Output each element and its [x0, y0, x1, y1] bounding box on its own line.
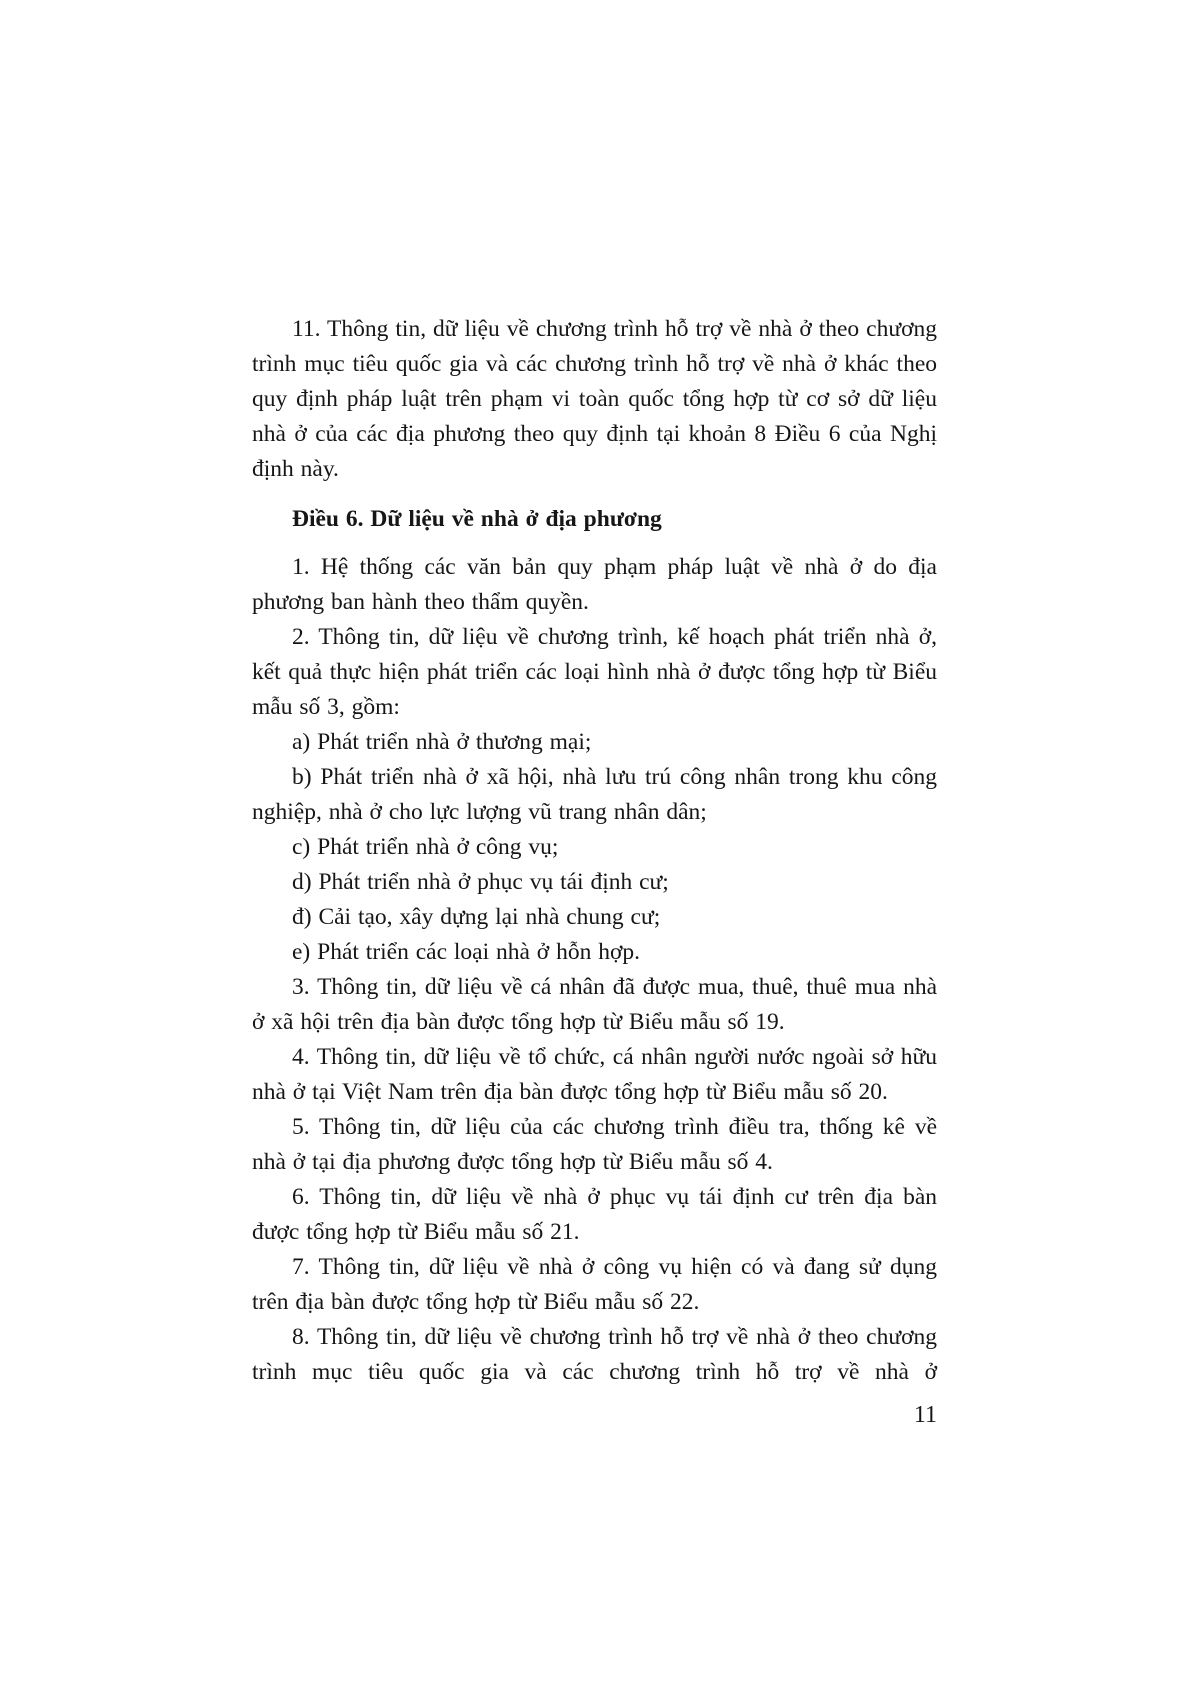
text-block — [252, 312, 937, 1390]
clause-1-paragraph: 1. Hệ thống các văn bản quy phạm pháp luật về nhà ở do địa phương ban hành theo thẩm quyền. — [252, 554, 937, 615]
point-c-paragraph: c) Phát triển nhà ở công vụ; — [292, 834, 559, 860]
clause-3-paragraph: 3. Thông tin, dữ liệu về cá nhân đã được mua, thuê, thuê mua nhà ở xã hội trên địa bàn được tổng hợp từ Biểu mẫu số 19. — [252, 974, 937, 1035]
clause-4-paragraph: 4. Thông tin, dữ liệu về tổ chức, cá nhân người nước ngoài sở hữu nhà ở tại Việt Nam trên địa bàn được tổng hợp từ Biểu mẫu số 20. — [252, 1044, 937, 1105]
article-6-heading: Điều 6. Dữ liệu về nhà ở địa phương — [292, 506, 662, 532]
page-number: 11 — [913, 1402, 937, 1428]
point-b-paragraph: b) Phát triển nhà ở xã hội, nhà lưu trú công nhân trong khu công nghiệp, nhà ở cho lực lượng vũ trang nhân dân; — [252, 764, 937, 825]
point-dd-paragraph: đ) Cải tạo, xây dựng lại nhà chung cư; — [292, 904, 661, 930]
clause-6-paragraph: 6. Thông tin, dữ liệu về nhà ở phục vụ tái định cư trên địa bàn được tổng hợp từ Biểu mẫu số 21. — [252, 1184, 937, 1245]
point-e-paragraph: e) Phát triển các loại nhà ở hỗn hợp. — [292, 939, 641, 965]
clause-2-paragraph: 2. Thông tin, dữ liệu về chương trình, kế hoạch phát triển nhà ở, kết quả thực hiện phát triển các loại hình nhà ở được tổng hợp từ Biểu mẫu số 3, gồm: — [252, 624, 937, 720]
clause-5-paragraph: 5. Thông tin, dữ liệu của các chương trình điều tra, thống kê về nhà ở tại địa phương được tổng hợp từ Biểu mẫu số 4. — [252, 1114, 937, 1175]
point-a-paragraph: a) Phát triển nhà ở thương mại; — [292, 729, 592, 755]
point-d-paragraph: d) Phát triển nhà ở phục vụ tái định cư; — [292, 869, 669, 895]
clause-11-paragraph: 11. Thông tin, dữ liệu về chương trình hỗ trợ về nhà ở theo chương trình mục tiêu quốc gia và các chương trình hỗ trợ về nhà ở khác theo quy định pháp luật trên phạm vi toàn quốc tổng hợp từ cơ sở dữ liệu nhà ở của các địa phương theo quy định tại khoản 8 Điều 6 của Nghị định này. — [252, 316, 937, 482]
clause-7-paragraph: 7. Thông tin, dữ liệu về nhà ở công vụ hiện có và đang sử dụng trên địa bàn được tổng hợp từ Biểu mẫu số 22. — [252, 1254, 937, 1315]
clause-8-paragraph: 8. Thông tin, dữ liệu về chương trình hỗ trợ về nhà ở theo chương trình mục tiêu quốc gia và các chương trình hỗ trợ về nhà ở — [252, 1324, 937, 1385]
